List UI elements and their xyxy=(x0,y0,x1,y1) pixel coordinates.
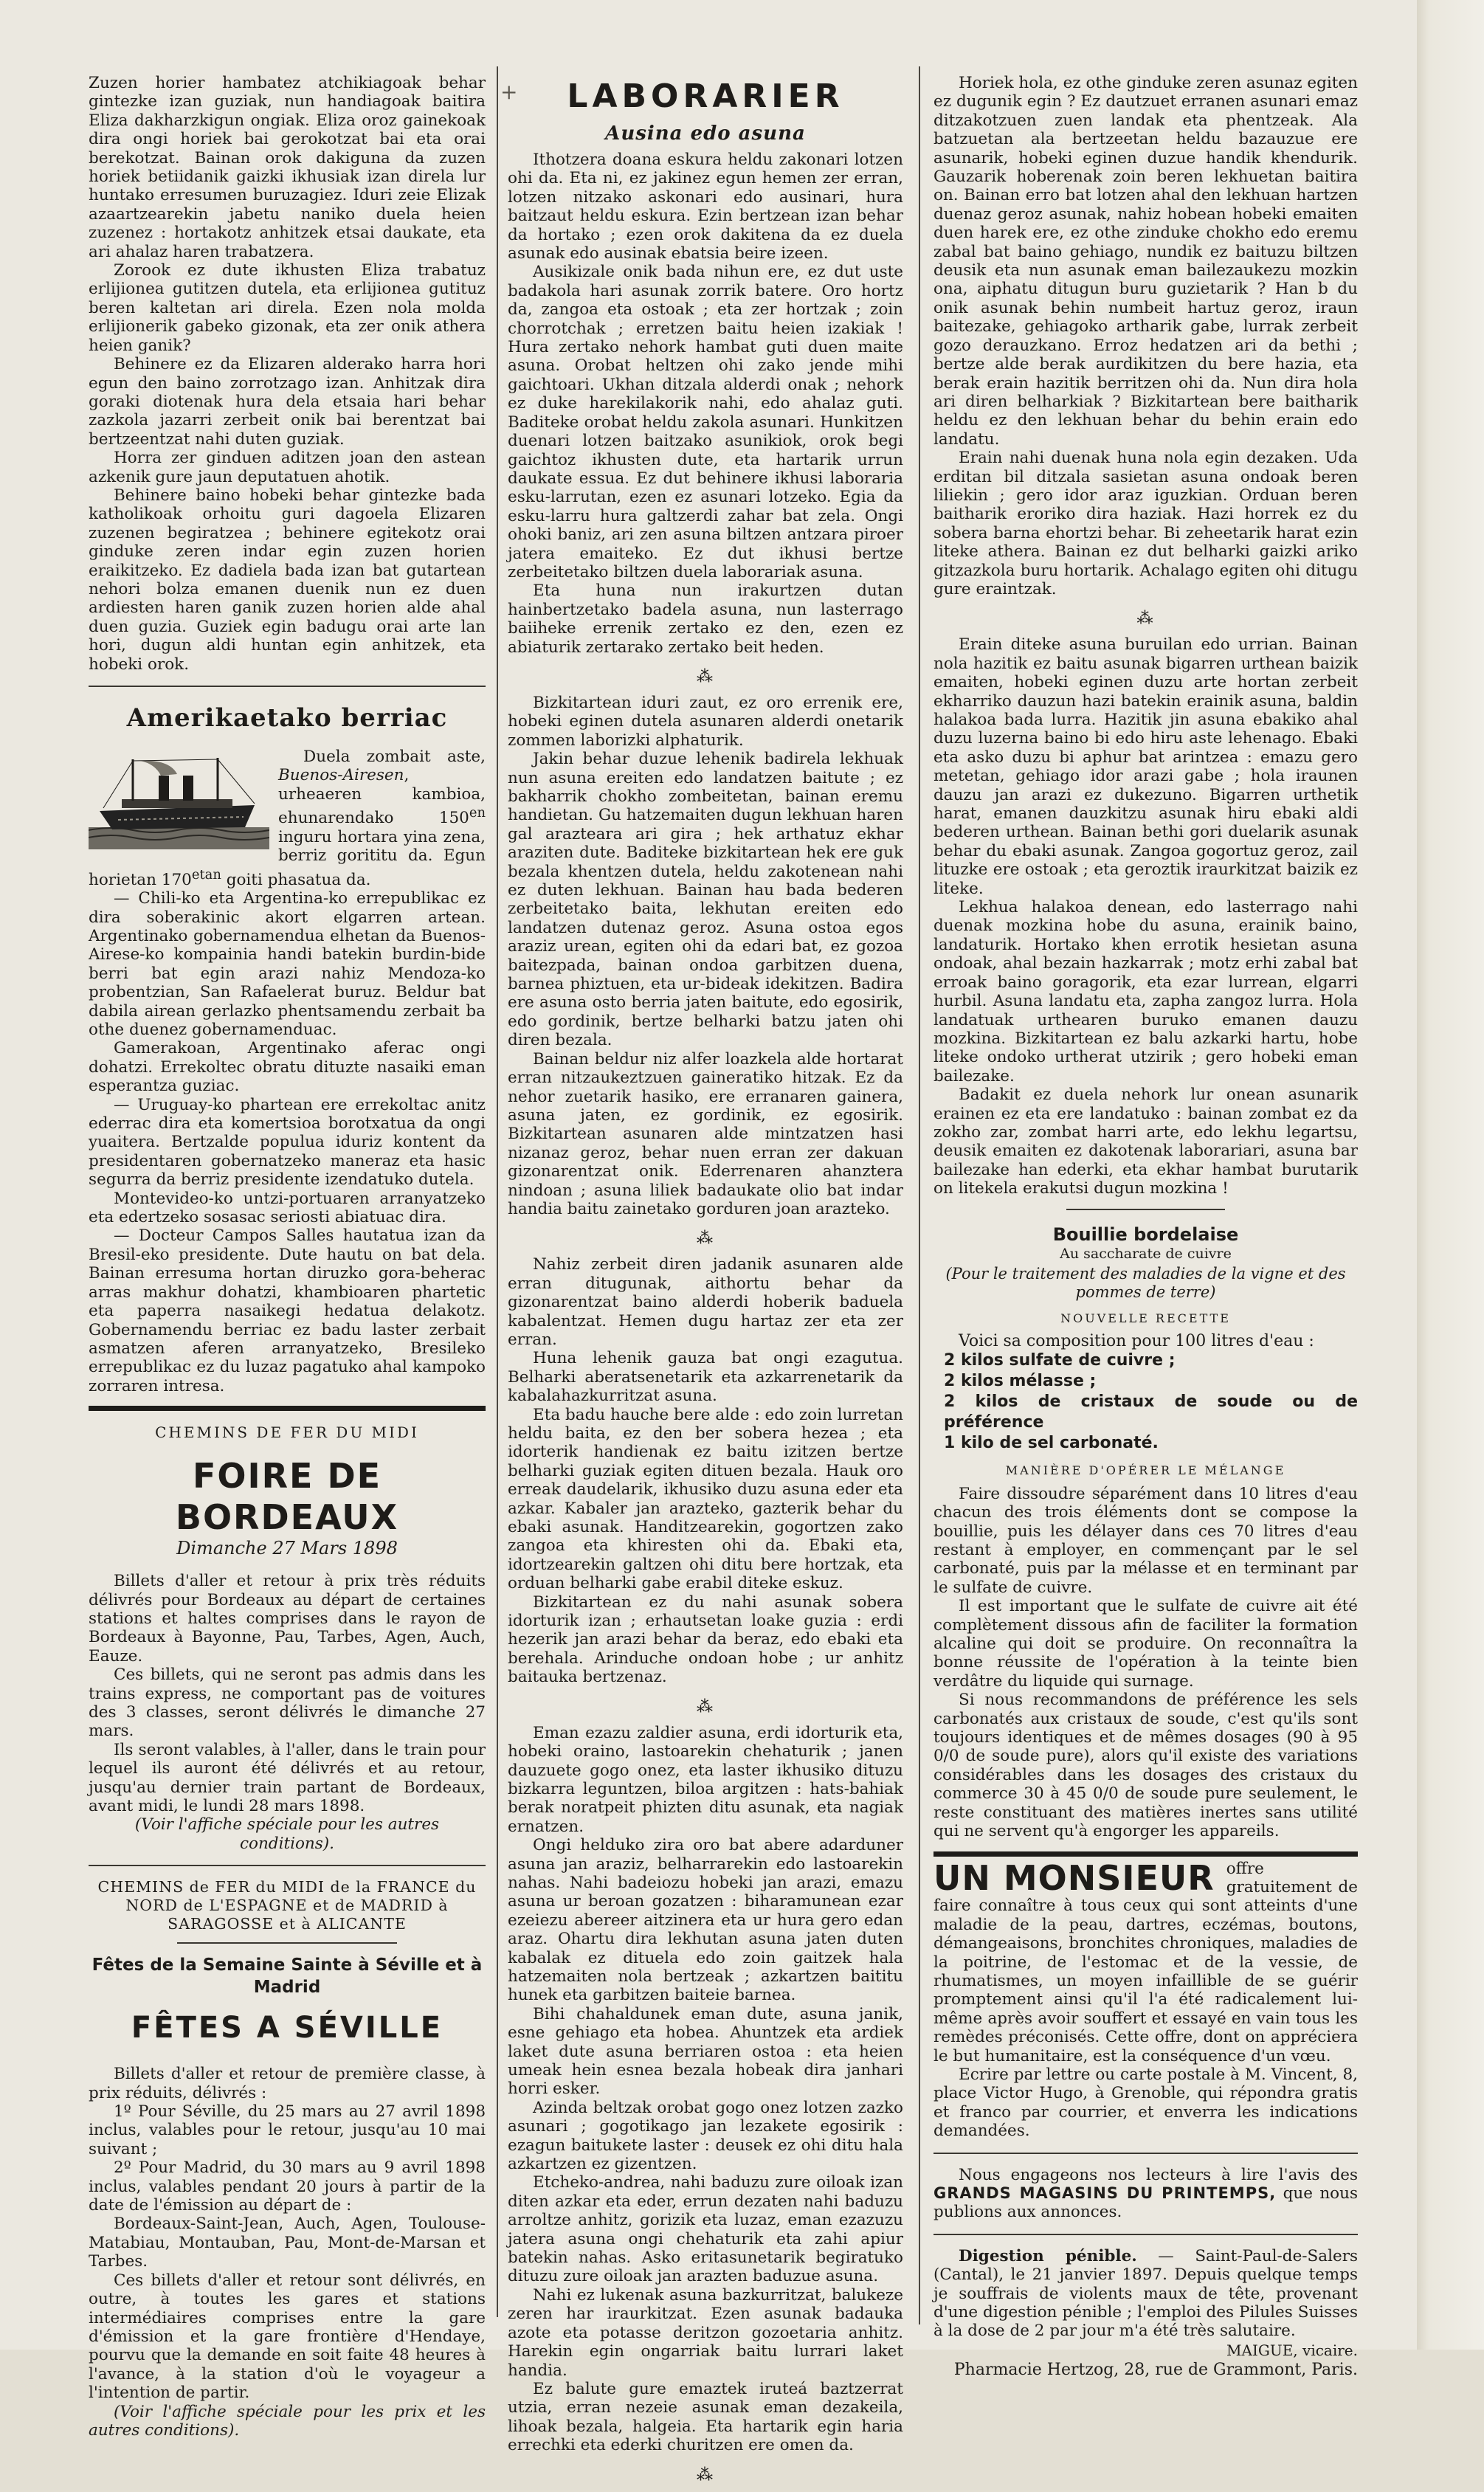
monsieur-advert xyxy=(933,1857,1358,2141)
column-2 xyxy=(508,74,903,2492)
section-divider xyxy=(89,1865,486,1866)
bouillie-subtitle: Au saccharate de cuivre xyxy=(1060,1245,1232,1262)
paragraph: Montevideo-ko untzi-portuaren arranyatzeko eta edertzeko sosasac seriosti abiatuac dira. xyxy=(89,1189,486,1227)
asterism-divider: ⁂ xyxy=(697,2465,714,2485)
paragraph: Duela zombait aste, Buenos-Airesen, urheaeren kambioa, ehunarendako $150^{en}$ inguru hortara yina zena, berriz gorititu da. Egun horietan $170^{etan}$ goiti phasatua da. xyxy=(89,748,486,889)
paragraph: Eta huna nun irakurtzen dutan hainbertzetako badela asuna, nun lasterrago baiiheke errenik zertako ez den, ezen ez abiaturik zertarako zertako beit heden. xyxy=(508,581,903,657)
section-divider xyxy=(933,2153,1358,2154)
signature: MAIGUE, vicaire. xyxy=(1226,2341,1358,2359)
monsieur-headline: UN MONSIEUR xyxy=(933,1857,1215,1898)
paragraph: offre gratuitement de faire connaître à tous ceux qui sont atteints d'une maladie de la peau, dartres, eczémas, boutons, démangeaisons, bronchites chroniques, maladies de la poitrine, de l'estomac et de la vessie, de rhumatismes, un moyen infaillible de se guérir promptement ainsi qu'il l'a été radicalement lui-même après avoir souffert et essayé en vain tous les remèdes préconisés. Cette offre, dont on appréciera le but humanitaire, est la conséquence d'un vœu. xyxy=(933,1859,1358,2065)
paragraph: — Chili-ko eta Argentina-ko errepublikac ez dira soberakinic akort elgarren artean. Argentinako gobernamendua elhetan da Buenos-Airese-ko kompainia handi batekin burdin-bide berri bat egin arazi nahiz Mendoza-ko probentzian, San Rafaelerat buruz. Beldur bat dabila airean gerlazko phentsamendu zerbait ba othe duenez gobernamenduac. xyxy=(89,889,486,1039)
paragraph: Bordeaux-Saint-Jean, Auch, Agen, Toulouse-Matabiau, Montauban, Pau, Mont-de-Marsan et Tarbes. xyxy=(89,2215,486,2271)
paragraph: Huna lehenik gauza bat ongi ezagutua. Belharki aberatsenetarik eta azkarrenetarik da kabalahazkurritzat asuna. xyxy=(508,1349,903,1406)
paragraph: Billets d'aller et retour à prix très réduits délivrés pour Bordeaux au départ de certaines stations et haltes comprises dans le rayon de Bordeaux à Bayonne, Pau, Tarbes, Agen, Auch, Eauze. xyxy=(89,1572,486,1666)
steamship-illustration xyxy=(89,753,269,849)
paragraph: Jakin behar duzue lehenik badirela lekhuak nun asuna ereiten edo landatzen baitute ; ez bakharrik chokho zombeitetan, bainan eremu handietan. Gu hatzemaiten dugun lekhuan haren gal arazteara ari gira ; hek arthatuz ekhar araziten dute. Baditeke bizkitartean hek ere guk bezala khentzen dutela, heldu zakotenean nahi ez duten lekhuan. Bainan hau bada bederen zerbeitetako baita, lekhutan ereiten edo landatzen dutenaz geroz. Asuna ostoa egos araziz urean, egiten ohi da edari bat, ez gozoa baitezpada, bainan ondoa garbitzen duena, barnea phiztuen, eta ur-bideak idekitzen. Badira ere asuna osto berria jaten baitute, edo egosirik, edo gordinik, bertze belharki batzu jaten ohi diren bezala. xyxy=(508,750,903,1050)
amerika-article xyxy=(89,748,486,1395)
paragraph: Lekhua halakoa denean, edo lasterrago nahi duenak mozkina hobe du asuna, erainik baino, landaturik. Hortako khen errotik hesietan asuna ondoak, ahal bezain hazkarrak ; motz erhi zabal bat erroak baino goragorik, eta ezar lurrean, elgarri hurbil. Asuna landatu eta, zapha zangoz lurra. Hola landatuak urthearen buruko emanen dauzu mozkina. Bizkitartean ez balu azkarki hartu, hobe liteke ondoko urtherat utzirik ; gero hobeki eman bailezake. xyxy=(933,898,1358,1085)
foire-note: (Voir l'affiche spéciale pour les autres conditions). xyxy=(134,1815,440,1853)
section-title-amerika: Amerikaetako berriac xyxy=(126,703,448,733)
paragraph: Faire dissoudre séparément dans 10 litres d'eau chacun des trois éléments dont se compose la bouillie, puis les délayer dans ces 70 litres d'eau restant à employer, en commençant par le sel carbonaté, puis par la mélasse et en terminant par le sulfate de cuivre. xyxy=(933,1484,1358,1597)
section-divider xyxy=(933,2234,1358,2235)
paragraph: Behinere baino hobeki behar gintezke bada katholikoak orhoitu guri dagoela Elizaren zuzenen begiratzea ; behinere egitekotz orai ginduke zeren indar egin zuzen horien eraikitzeko. Ez dadiela bada izan bat gutartean nehori bolza emanen duenik nun ez duen ardiesten haren ganik zuzen horien alde ahal duen guzia. Guziek egin badugu orai arte lan hori, dugun aldi huntan egin anhitzek, eta hobeki orok. xyxy=(89,486,486,674)
printemps-notice: Nous engageons nos lecteurs à lire l'avis des GRANDS MAGASINS DU PRINTEMPS, que nous publions aux annonces. xyxy=(933,2165,1358,2222)
registration-cross-icon: + xyxy=(500,80,518,104)
paragraph: 1º Pour Séville, du 25 mars au 27 avril 1898 inclus, valables pour le retour, jusqu'au 10 mai suivant ; xyxy=(89,2102,486,2158)
paragraph: Zorook ez dute ikhusten Eliza trabatuz erlijionea gutitzen dutela, eta erlijionea gutituz beren kaltetan ari direla. Ezen nola molda erlijionerik gabeko gizonak, eta zer onik athera heien ganik? xyxy=(89,261,486,355)
recipe-line: 2 kilos sulfate de cuivre ; xyxy=(944,1351,1176,1370)
intro-article xyxy=(89,74,486,674)
paragraph: Ces billets, qui ne seront pas admis dans les trains express, ne comportant pas de voitures des 3 classes, seront délivrés le dimanche 27 mars. xyxy=(89,1666,486,1741)
section-divider xyxy=(89,686,486,687)
paragraph: Ils seront valables, à l'aller, dans le train pour lequel ils auront été délivrés et au retour, jusqu'au dernier train partant de Bordeaux, avant midi, le lundi 28 mars 1898. xyxy=(89,1740,486,1815)
paragraph: Erain diteke asuna buruilan edo urrian. Bainan nola hazitik ez baitu asunak bigarren urthean baizik emaiten, hobeki eginen duzu arte hortan zerbeit ekharriko dauzun hazi batekin erainik asuna, baldin halakoa bada lurra. Hazitik jin asuna ebakiko ahal duzu luzerna baino bi edo hiru aste lehenago. Ebaki eta asko duzu bi aphur bat arintzea : emazu gero metetan, gehiago idor arazi gabe ; hola iraunen dauzu jan arazi ez dukezuno. Bigarren urthetik harat, emanen dauzkitzu asunak hiru ebaki aldi bederen urthean. Bainan bethi gori duelarik asunak behar du ebaki asunak. Zangoa gogortuz geroz, zail lituzke ere ostoak ; eta geroztik iraurkitzat baizik ez liteke. xyxy=(933,635,1358,898)
paragraph: Behinere ez da Elizaren alderako harra hori egun den baino zorrotzago izan. Anhitzak dira goraki diotenak hura dela etsaia hari behar zazkola jazarri zerbeit onik bai berentzat bai bertzeentzat nahi duten guziak. xyxy=(89,355,486,449)
foire-title: FOIRE DE BORDEAUX xyxy=(175,1456,399,1538)
paragraph: Gamerakoan, Argentinako aferac ongi dohatzi. Errekoltec obratu dituzte nasaiki eman esperantza guziac. xyxy=(89,1039,486,1096)
bouillie-title: Bouillie bordelaise xyxy=(1052,1223,1239,1245)
column-rule-right xyxy=(919,66,920,2324)
paragraph: Bihi chahaldunek eman dute, asuna janik, esne gehiago eta hobea. Ahuntzek eta ardiek laket dute asuna berriaren ostoa : eta heien umeak hein esnea bezala hobeak dira janhari horri esker. xyxy=(508,2004,903,2099)
section-divider-thick xyxy=(89,1406,486,1411)
paragraph: Bainan beldur niz alfer loazkela alde hortarat erran nitzaukeztzuen gaineratiko hitzak. Ez da nehor zuetarik hasiko, ere erranaren gainera, asuna jaten, ez gordinik, ez egosirik. Bizkitartean asunaren alde mintzatzen hasi nizanaz geroz, behar nuen erran zer dakuan gizonarentzat onik. Ederrenaren ahanztera nindoan ; asuna liliek badaukate olio bat indar handia baitu zainetako gorduren joan arazteko. xyxy=(508,1049,903,1218)
short-divider xyxy=(177,1942,397,1944)
asterism-divider: ⁂ xyxy=(697,667,714,686)
column-3 xyxy=(933,74,1358,2381)
fetes-title: FÊTES A SÉVILLE xyxy=(131,2011,444,2046)
paragraph: — Uruguay-ko phartean ere errekoltac anitz ederrac dira eta komertsioa borotxatua da ongi yuaitera. Bertzalde populua iduriz kontent da presidentaren gobernatzeko maneraz eta hasic segurra da berriz presidente izendatuko dutela. xyxy=(89,1095,486,1190)
paragraph: Eta badu hauche bere alde : edo zoin lurretan heldu baita, ez den ber sobera hezea ; eta idorterik handienak ez baitu izitzen bertze belharki guziak egiten dituen bezala. Hauk oro erreak daudelarik, ikhusiko duzu asuna eder eta azkar. Kabaler jan arazteko, gazterik behar du ebaki asunak. Handitzearekin, gogortzen zako zangoa eta khiresten ohi da. Ebaki eta, idortzearekin galtzen ohi ditu bere hortzak, eta orduan belharki gabe erabil diteke eskuz. xyxy=(508,1405,903,1593)
paragraph: Ithotzera doana eskura heldu zakonari lotzen ohi da. Eta ni, ez jakinez egun hemen zer erran, lotzen nitzako askonari edo ausinari, hura baitzaut heldu eskura. Ezin bertzean izan behar da hortako ; ezen orok dakitena da ez duela asunak edo ausinak ebatsia beire izeen. xyxy=(508,151,903,263)
digestion-testimonial: Digestion pénible. — Saint-Paul-de-Salers (Cantal), le 21 janvier 1897. Depuis quelque temps je souffrais de violents maux de tête, provenant d'une digestion pénible ; l'emploi des Pilules Suisses à la dose de 2 par jour m'a été très salutaire. xyxy=(933,2246,1359,2341)
laborarier-title: LABORARIER xyxy=(567,77,844,115)
paragraph: Horra zer ginduen aditzen joan den astean azkenik gure jaun deputatuen ahotik. xyxy=(89,449,486,486)
short-divider xyxy=(1066,1209,1225,1210)
paragraph: Ecrire par lettre ou carte postale à M. Vincent, 8, place Victor Hugo, à Grenoble, qui répondra gratis et franco par courrier, et enverra les indications demandées. xyxy=(933,2065,1358,2141)
section-divider-thick xyxy=(933,1851,1358,1857)
paragraph: Horiek hola, ez othe ginduke zeren asunaz egiten ez dugunik egin ? Ez dautzuet erranen asunari emaz ditzakotzuen zuen landak eta phentzeak. Ala batzuetan ala bertzeetan heldu bazauzue ere asunarik, hobeki eginen duzue handik khendurik. Gauzarik hoberenak zoin beren lekhuetan baitira on. Bainan erro bat lotzen ahal den lekhuan hartzen duenaz geroz asunak, nahiz hobean hobeki emaiten duen harek ere, ez othe zinduke chokho edo eremu zabal bat baino gehiago, nundik ez baituzu biltzen deusik eta nun asunak eman bailezaukezu mozkin ona, aiphatu ditugun buru guzietarik ? Han b du onik asunak behin numbeit hartuz geroz, iraun baitezake, gehiagoko artharik gabe, lurrak zerbeit gozo derauzkano. Erroz hedatzen ari da bethi ; bertze alde berak aurdikitzen du bere hazia, eta berak erain hazitik berritzen ohi da. Nun dira hola ari diren belharkiak ? Bizkitartean bere baitharik heldu ez den lekhuan behar du behin erain edo landatu. xyxy=(933,74,1358,449)
paragraph: Nahi ez lukenak asuna bazkurritzat, balukeze zeren har iraurkitzat. Ezen asunak badauka azote eta potasse deritzon gozoetaria anhitz. Harekin egin ongarriak baitu lurrari laket handia. xyxy=(508,2285,903,2380)
paragraph: Ausikizale onik bada nihun ere, ez dut uste badakola hari asunak zorrik batere. Oro hortz da, zangoa eta ostoak ; eta zer hortzak ; zoin chorrotchak ; erretzen baitu heien izakiak ! Hura zertako nehork hambat guti duen maite asuna. Orobat heltzen ohi zako jende mihi gaichtoari. Ukhan ditzala alderdi onak ; nehork ez duke harekilakorik nahi, edo ahalaz guti. Baditeke orobat heldu zakola asunari. Hunkitzen duenari lotzen baitzako asunikiok, orok begi gaichtoz ikhusten dute, eta hartarik urrun daukate essua. Ez dut behinere ikhusi laboraria esku-larrutan, ezen ez asunari lotzeko. Egia da esku-larru hura galtzerdi zahar bat zela. Ongi ohoki baniz, ari zen asuna biltzen antzara piroer jatera emaiteko. Ez dut ikhusi bertze zerbeitetako biltzen duela laborariak asuna. xyxy=(508,263,903,581)
recette-label: NOUVELLE RECETTE xyxy=(1060,1311,1231,1325)
recipe-intro: Voici sa composition pour 100 litres d'eau : xyxy=(959,1331,1314,1350)
paragraph: Etcheko-andrea, nahi baduzu zure oiloak izan diten azkar eta eder, errun dezaten nahi baduzu arroltze anhitz, gorizik eta luzaz, eman ezazuzu jatera asuna ongi chehaturik eta zahi apiur batekin nahas. Asko eritasunetarik begiratuko dituzu zure oiloak jan arazten baduzue asuna. xyxy=(508,2173,903,2286)
bouillie-purpose: (Pour le traitement des maladies de la vigne et des pommes de terre) xyxy=(945,1264,1346,1301)
paragraph: Eman ezazu zaldier asuna, erdi idorturik eta, hobeki oraino, lastoarekin chehaturik ; janen dauzuete gogo onez, eta laster ikhusiko dituzu bizkarra leguntzen, biloa argitzen : hats-bahiak berak noratpeit phizten ditu asunak, eta nagiak ernatzen. xyxy=(508,1723,903,1836)
asterism-divider: ⁂ xyxy=(697,1697,714,1716)
recipe-line: 2 kilos de cristaux de soude ou de préférence xyxy=(944,1392,1358,1432)
foire-date: Dimanche 27 Mars 1898 xyxy=(176,1538,398,1559)
recipe-line: 1 kilo de sel carbonaté. xyxy=(944,1434,1159,1453)
fetes-note: (Voir l'affiche spéciale pour les prix et les autres conditions). xyxy=(89,2402,486,2440)
paragraph: Ongi helduko zira oro bat abere adarduner asuna jan araziz, belharrarekin edo lastoarekin nahas. Nahi badeiozu hobeki jan arazi, emazu asuna ur beroan gozatzen : biharamunean ezar ezeiezu abereer aitzinera eta ur hura gero edan araz. Ohartu dira lekhutan asuna jaten duten kabalak ez dituela edo zoin gaitzek hala hatzemaiten nola bertzeak ; azkartzen baititu hunek eta garbitzen baiteie barnea. xyxy=(508,1836,903,2005)
rail-company-heading-2: CHEMINS de FER du MIDI de la FRANCE du NORD de L'ESPAGNE et de MADRID à SARAGOSSE et à ALICANTE xyxy=(97,1878,477,1933)
semaine-sainte-title: Fêtes de la Semaine Sainte à Séville et à Madrid xyxy=(92,1956,483,1998)
paragraph: Billets d'aller et retour de première classe, à prix réduits, délivrés : xyxy=(89,2065,486,2102)
paragraph: Si nous recommandons de préférence les sels carbonatés aux cristaux de soude, c'est qu'ils sont toujours identiques et de mêmes dosages (90 à 95 0/0 de soude pure), alors qu'il existe des variations considérables dans les dosages des cristaux du commerce 30 à 45 0/0 de soude pure seulement, le reste constituant des matières inertes sans utilité qui ne servent qu'à engorger les appareils. xyxy=(933,1691,1358,1841)
paragraph: Il est important que le sulfate de cuivre ait été complètement dissous afin de faciliter la formation alcaline qui doit se produire. On reconnaîtra la bonne réussite de l'opération à la teinte bien verdâtre du liquide qui surnage. xyxy=(933,1597,1358,1691)
asterism-divider: ⁂ xyxy=(697,1229,714,1249)
paragraph: Ces billets d'aller et retour sont délivrés, en outre, à toutes les gares et stations intermédiaires comprises entre la gare d'émission et la gare frontière d'Hendaye, pourvu que la demande en soit faite 48 heures à l'avance, à la station d'où le voyageur a l'intention de partir. xyxy=(89,2271,486,2403)
column-rule-left xyxy=(497,66,498,2317)
article-subtitle: Ausina edo asuna xyxy=(605,122,806,145)
paragraph: Erain nahi duenak huna nola egin dezaken. Uda erditan bil ditzala sasietan asuna ondoak beren liliekin ; gero idor araz iguzkian. Orduan beren baitharik eroriko dira haziak. Hazi horrek ez du sobera barna ehortzi behar. Bi zeheetarik harat ezin liteke athera. Bainan ez dut belharki gaizki ariko gitzazkola buru hortarik. Achalago egiten ohi ditugu gure eraintzak. xyxy=(933,449,1358,598)
paragraph: Badakit ez duela nehork lur onean asunarik erainen ez eta ere landatuko : bainan zombat ez da zokho zar, zombat harri arte, edo lekhu legartsu, deusik emaiten ez dakotenak laborariari, asuna bar bailezake han ederki, eta ekhar hambat burutarik on litekela erakutsi dugun mozkina ! xyxy=(933,1085,1358,1198)
paragraph: Ez balute gure emaztek iruteá baztzerrat utzia, erran nezeie asunak eman dezakeila, lihoak bezala, halgeia. Eta hartarik egin haria errechki eta ederki churitzen ere omen da. xyxy=(508,2379,903,2455)
recipe-line: 2 kilos mélasse ; xyxy=(944,1372,1097,1391)
column-1 xyxy=(89,74,486,2440)
paragraph: Nahiz zerbeit diren jadanik asunaren alde erran ditugunak, aithortu behar da gizonarentzat baino alderdi hoberik baduela kabalentzat. Hemen dugu hartaz zer eta zer erran. xyxy=(508,1255,903,1349)
asterism-divider: ⁂ xyxy=(1136,610,1155,629)
paragraph: 2º Pour Madrid, du 30 mars au 9 avril 1898 inclus, valables pendant 20 jours à partir de la date de l'émission au départ de : xyxy=(89,2158,486,2215)
rail-company-heading: CHEMINS DE FER DU MIDI xyxy=(155,1423,419,1442)
page-margin-shadow xyxy=(1417,0,1484,2350)
paragraph: Bizkitartean ez du nahi asunak sobera idorturik izan ; erhautsetan loake guzia : erdi hezerik jan arazi behar da beraz, edo ebaki eta berehala. Arinduche ondoan hobe ; ur anhitz baitauka bertzenaz. xyxy=(508,1592,903,1687)
paragraph: Bizkitartean iduri zaut, ez oro errenik ere, hobeki eginen dutela asunaren alderdi onetarik zommen laborizki alphaturik. xyxy=(508,693,903,750)
maniere-label: MANIÈRE D'OPÉRER LE MÉLANGE xyxy=(1005,1463,1286,1478)
pharmacie-address: Pharmacie Hertzog, 28, rue de Grammont, Paris. xyxy=(953,2360,1358,2379)
paragraph: — Docteur Campos Salles hautatua izan da Bresil-eko presidente. Dute hautu on bat dela. Bainan erresuma hortan diruzko gora-beherac arras makhur dohatzi, khambioaren phartetic eta paperra nasaikegi hedatua delakotz. Gobernamendu berriac ez badu laster zerbait asmatzen aferen arranyatzeko, Bresileko errepublikac ez du luzaz pagatuko ahal kampoko zorraren intresa. xyxy=(89,1226,486,1395)
paragraph: Azinda beltzak orobat gogo onez lotzen zazko asunari ; gogotikago jan lezakete egosirik : ezagun baitukete laster : deusek ez ohi ditu hala azkartzen ez gizentzen. xyxy=(508,2098,903,2174)
paragraph: Zuzen horier hambatez atchikiagoak behar gintezke izan guziak, nun handiagoak baitira Eliza dakharzkigun ongiak. Eliza oroz gainekoak dira ongi horiek bai gerokotzat bai eta orai berekotzat. Bainan orok dakiguna da zuzen horiek betiidanik gaizki ikhusiak izan direla lur huntako erresumen buruzagiez. Iduri zeie Elizak azaartzearekin jabetu naniko duela heien zuzenez : hortakotz anhitzek etsai daukate, eta ari ahalaz haren trabatzera. xyxy=(89,74,486,261)
